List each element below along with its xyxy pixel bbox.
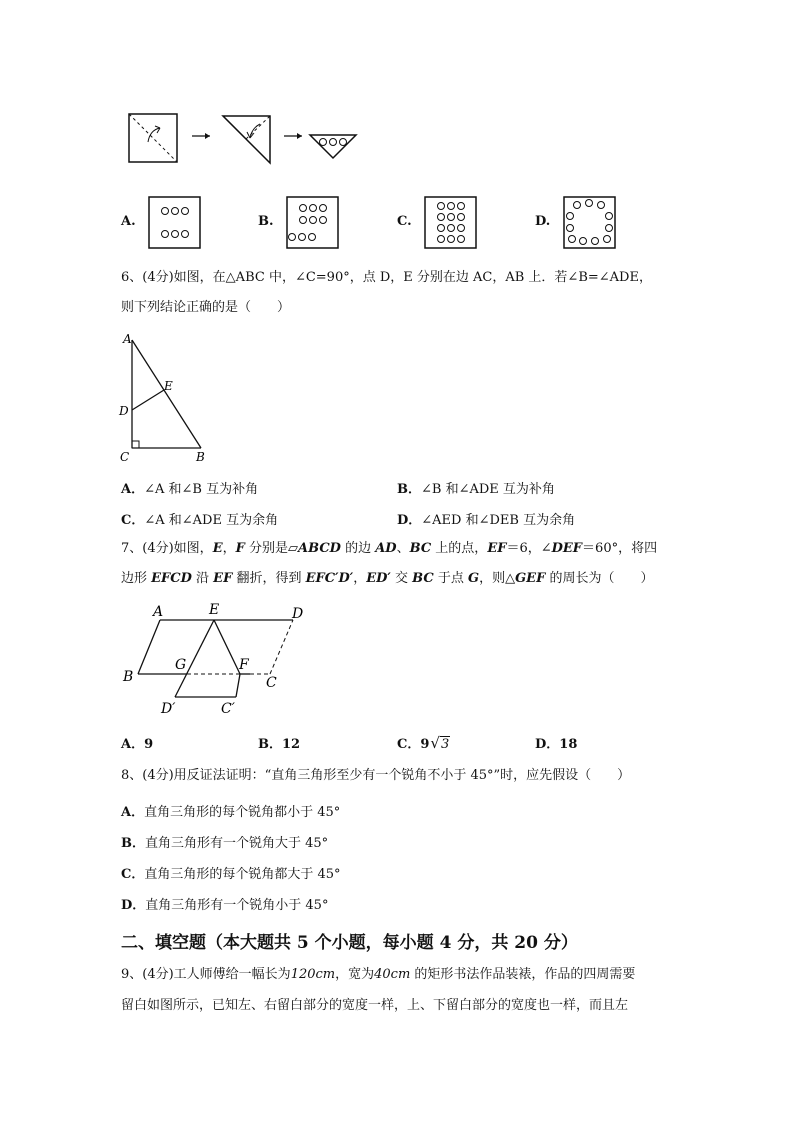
q8-option-b: B．直角三角形有一个锐角大于 45° (121, 836, 329, 851)
sqrt-symbol: √ (430, 734, 440, 752)
sqrt-radicand: 3 (440, 737, 450, 752)
q7-label-g: G (175, 657, 187, 673)
q7-label-f: F (239, 657, 249, 673)
q7-label-c: C (266, 675, 277, 691)
option-c-figure (424, 196, 478, 250)
q8-option-d: D．直角三角形有一个锐角小于 45° (121, 898, 329, 913)
q7-label-d-prime: D′ (161, 701, 176, 717)
q7-stem-line1: 7、(4分)如图，E，F 分别是▱ABCD 的边 AD、BC 上的点，EF＝6，∠DEF＝60°，将四 (121, 541, 658, 556)
q7-stem-line2: 边形 EFCD 沿 EF 翻折，得到 EFC′D′，ED′ 交 BC 于点 G，则△GEF 的周长为（ ） (121, 571, 654, 586)
q7-parallelogram-figure (115, 598, 315, 720)
q7-option-c: C．9√3 (397, 734, 450, 752)
q7-label-c-prime: C′ (221, 701, 235, 717)
q6-option-d: D．∠AED 和∠DEB 互为余角 (397, 513, 576, 528)
option-b-label: B. (258, 214, 274, 229)
q7-label-d: D (292, 606, 304, 622)
q7-label-a: A (153, 604, 164, 620)
q8-option-a: A．直角三角形的每个锐角都小于 45° (121, 805, 341, 820)
q6-option-a: A．∠A 和∠B 互为补角 (121, 482, 259, 497)
option-d-label: D. (535, 214, 551, 229)
q6-label-a: A (123, 332, 132, 346)
option-d-figure (562, 196, 618, 250)
q6-stem-line1: 6、(4分)如图，在△ABC 中，∠C=90°，点 D，E 分别在边 AC，AB 上．若∠B=∠ADE， (121, 270, 652, 285)
option-a-label: A. (121, 214, 136, 229)
q7-option-a: A．9 (121, 737, 154, 752)
option-a-figure (148, 196, 202, 250)
q6-triangle-figure (115, 330, 215, 465)
q6-option-b: B．∠B 和∠ADE 互为补角 (397, 482, 555, 497)
option-c-label: C. (397, 214, 412, 229)
q6-label-d: D (119, 404, 129, 418)
q7-option-d: D．18 (535, 737, 578, 752)
q6-label-e: E (164, 379, 173, 393)
q7-option-b: B．12 (258, 737, 301, 752)
q9-stem-line2: 留白如图所示，已知左、右留白部分的宽度一样，上、下留白部分的宽度也一样，而且左 (121, 998, 629, 1013)
q7-label-b: B (123, 669, 134, 685)
q7-label-e: E (209, 602, 220, 618)
paper-folding-figure (120, 108, 370, 168)
q9-stem-line1: 9、(4分)工人师傅给一幅长为120cm，宽为40cm 的矩形书法作品装裱，作品的四周需要 (121, 967, 636, 982)
q8-option-c: C．直角三角形的每个锐角都大于 45° (121, 867, 341, 882)
option-b-figure (286, 196, 340, 250)
q6-label-c: C (120, 450, 130, 464)
folding-square (129, 114, 177, 162)
q6-option-c: C．∠A 和∠ADE 互为余角 (121, 513, 279, 528)
section-title-fill-in: 二、填空题（本大题共 5 个小题，每小题 4 分，共 20 分） (121, 933, 578, 953)
q8-stem: 8、(4分)用反证法证明：“直角三角形至少有一个锐角不小于 45°”时，应先假设（ ） (121, 768, 631, 783)
q6-label-b: B (196, 450, 205, 464)
q6-stem-line2: 则下列结论正确的是（ ） (121, 300, 291, 315)
